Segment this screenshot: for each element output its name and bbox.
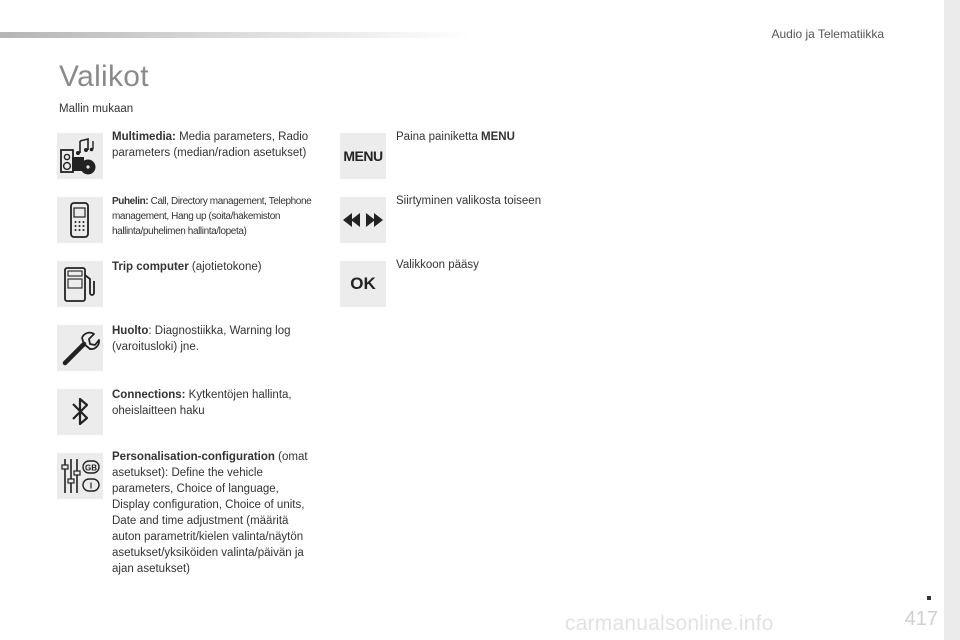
- menu-item-multimedia: [112, 129, 312, 161]
- menu-item-telephone: [112, 194, 327, 239]
- wrench-icon: [57, 325, 103, 371]
- menu-item-text: Media parameters, Radio parameters (median/radion asetukset): [112, 131, 309, 159]
- menu-button-icon: [340, 133, 386, 179]
- menu-item-label: Personalisation-configuration: [112, 451, 275, 463]
- page-title: Valikot: [59, 60, 149, 93]
- menu-item-text: Call, Directory management, Telephone management, Hang up (soita/hakemiston hallinta/puhelimen hallinta/lopeta): [112, 196, 312, 237]
- menu-item-text: (ajotietokone): [188, 261, 262, 273]
- menu-item-label: Puhelin:: [112, 196, 149, 207]
- settings-sliders-icon: [57, 453, 103, 499]
- svg-text:I: I: [89, 481, 93, 491]
- ok-button-icon: [340, 261, 386, 307]
- ok-button-label: OK: [350, 274, 376, 293]
- menu-item-label: Trip computer: [112, 261, 189, 273]
- bluetooth-icon: [57, 389, 103, 435]
- navigation-arrows-icon: [340, 197, 386, 243]
- menu-item-label: Huolto: [112, 325, 149, 337]
- page-marker: [927, 596, 931, 600]
- page-number: 417: [904, 608, 938, 630]
- control-text: Valikkoon pääsy: [396, 259, 479, 271]
- menu-item-text: (omat asetukset): Define the vehicle parameters, Choice of language, Display configuration, Choice of units, Date and time adjustment (määritä auton parametrit/kielen valinta/näytön asetukset/yksiköiden valinta/päivän ja ajan asetukset): [112, 451, 308, 575]
- menu-item-label: Multimedia:: [112, 131, 176, 143]
- menu-item-text: : Diagnostiikka, Warning log (varoitusloki) jne.: [112, 325, 291, 353]
- control-text: Paina painiketta: [396, 131, 482, 143]
- telephone-icon: [57, 197, 103, 243]
- menu-item-trip-computer: [112, 259, 312, 275]
- control-menu-text: [396, 129, 596, 145]
- menu-item-label: Connections:: [112, 389, 186, 401]
- menu-item-maintenance: [112, 323, 312, 355]
- menu-item-connections: [112, 387, 312, 419]
- header-rule: [0, 32, 470, 38]
- watermark: carmanualsonline.info: [565, 612, 774, 635]
- multimedia-icon: [57, 133, 103, 179]
- menu-button-label: MENU: [343, 148, 383, 164]
- page-subtitle: Mallin mukaan: [59, 103, 134, 115]
- control-arrows-text: [396, 193, 596, 209]
- menu-item-personalisation: [112, 449, 317, 577]
- svg-text:GB: GB: [85, 463, 97, 473]
- control-bold: MENU: [481, 131, 515, 143]
- menu-item-text: Kytkentöjen hallinta, oheislaitteen haku: [112, 389, 292, 417]
- control-text: Siirtyminen valikosta toiseen: [396, 195, 542, 207]
- trip-computer-icon: [57, 261, 103, 307]
- page-edge-bar: [944, 0, 960, 640]
- section-title: Audio ja Telematiikka: [771, 27, 884, 41]
- control-ok-text: [396, 257, 596, 273]
